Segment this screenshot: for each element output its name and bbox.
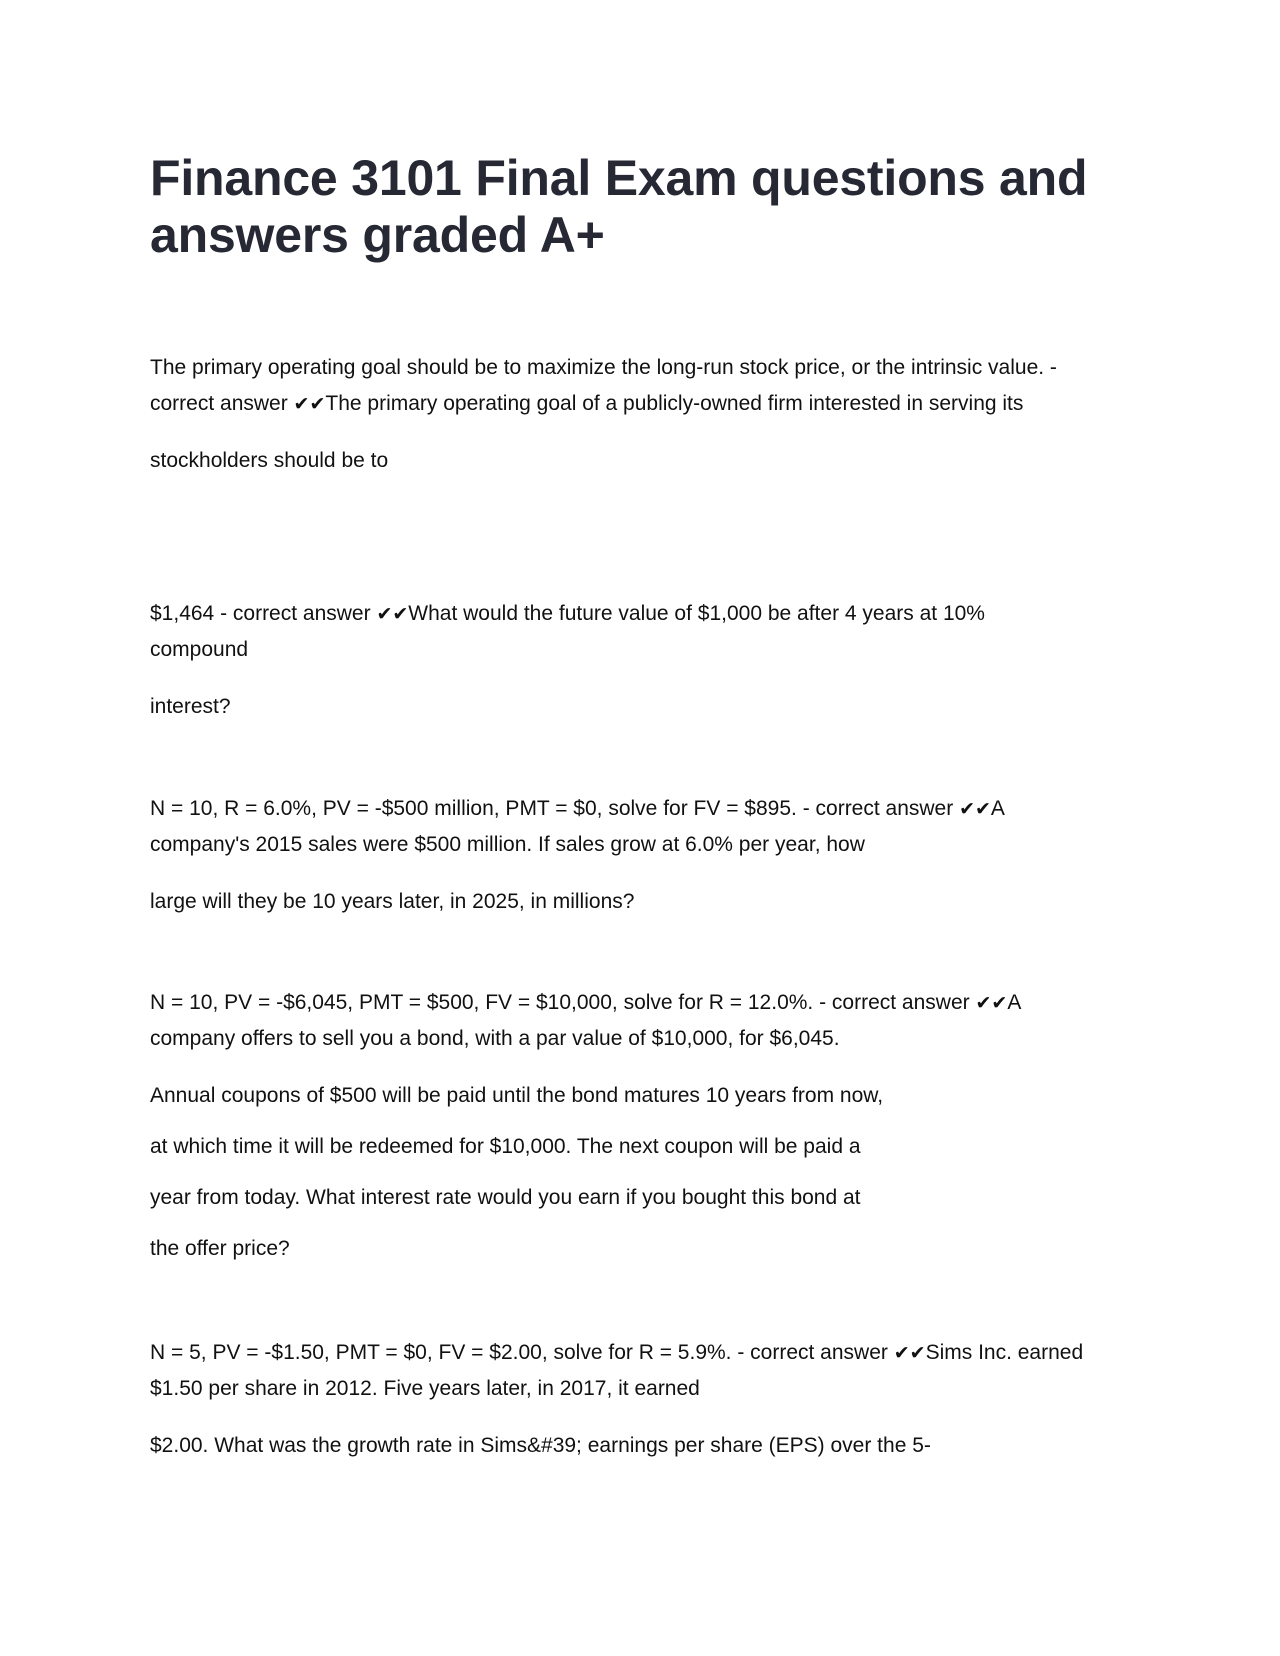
qa-item-4-continuation-2: at which time it will be redeemed for $10,000. The next coupon will be paid a bbox=[150, 1135, 861, 1158]
qa-item-3-answer: N = 10, R = 6.0%, PV = -$500 million, PMT = $0, solve for FV = $895. - correct answer bbox=[150, 797, 960, 820]
qa-item-5-continuation-1: $2.00. What was the growth rate in Sims&#39; earnings per share (EPS) over the 5- bbox=[150, 1434, 931, 1457]
qa-item-3-lead bbox=[150, 791, 1095, 863]
qa-item-1-answer: The primary operating goal should be to maximize the long-run stock price, or the intrinsic value. - correct answer bbox=[150, 356, 1057, 415]
qa-item-1-lead bbox=[150, 350, 1105, 422]
check-mark-icon: ✔✔ bbox=[376, 603, 409, 625]
check-mark-icon: ✔✔ bbox=[959, 798, 991, 820]
qa-item-4 bbox=[150, 985, 1110, 1261]
qa-item-2-lead bbox=[150, 596, 1085, 668]
qa-item-3-continuation-1: large will they be 10 years later, in 2025, in millions? bbox=[150, 890, 635, 913]
qa-item-4-question: A company offers to sell you a bond, with a par value of $10,000, for $6,045. bbox=[150, 991, 1021, 1050]
qa-item-4-lead bbox=[150, 985, 1110, 1057]
document-page bbox=[150, 150, 1110, 264]
qa-item-2 bbox=[150, 596, 1110, 719]
qa-item-4-continuation-4: the offer price? bbox=[150, 1237, 290, 1260]
qa-item-5-answer: N = 5, PV = -$1.50, PMT = $0, FV = $2.00, solve for R = 5.9%. - correct answer bbox=[150, 1341, 894, 1364]
qa-item-5-lead bbox=[150, 1335, 1095, 1407]
document-title: Finance 3101 Final Exam questions and answers graded A+ bbox=[150, 150, 1088, 263]
qa-item-1-continuation-1: stockholders should be to bbox=[150, 449, 389, 472]
check-mark-icon: ✔✔ bbox=[293, 393, 326, 415]
qa-item-1-question: The primary operating goal of a publicly-owned firm interested in serving its bbox=[325, 392, 1024, 415]
qa-item-5 bbox=[150, 1335, 1110, 1458]
check-mark-icon: ✔✔ bbox=[893, 1342, 926, 1364]
qa-item-1 bbox=[150, 350, 1110, 473]
qa-item-5-question: Sims Inc. earned $1.50 per share in 2012. Five years later, in 2017, it earned bbox=[150, 1341, 1084, 1400]
qa-item-4-continuation-3: year from today. What interest rate would you earn if you bought this bond at bbox=[150, 1186, 861, 1209]
qa-item-3 bbox=[150, 791, 1110, 914]
qa-item-4-continuation-1: Annual coupons of $500 will be paid until the bond matures 10 years from now, bbox=[150, 1084, 884, 1107]
qa-item-2-continuation-1: interest? bbox=[150, 695, 231, 718]
qa-item-4-answer: N = 10, PV = -$6,045, PMT = $500, FV = $10,000, solve for R = 12.0%. - correct answer bbox=[150, 991, 976, 1014]
qa-item-2-answer: $1,464 - correct answer bbox=[150, 602, 377, 625]
qa-item-2-question: What would the future value of $1,000 be after 4 years at 10% compound bbox=[150, 602, 985, 661]
qa-item-3-question: A company's 2015 sales were $500 million. If sales grow at 6.0% per year, how bbox=[150, 797, 1004, 856]
check-mark-icon: ✔✔ bbox=[975, 992, 1008, 1014]
